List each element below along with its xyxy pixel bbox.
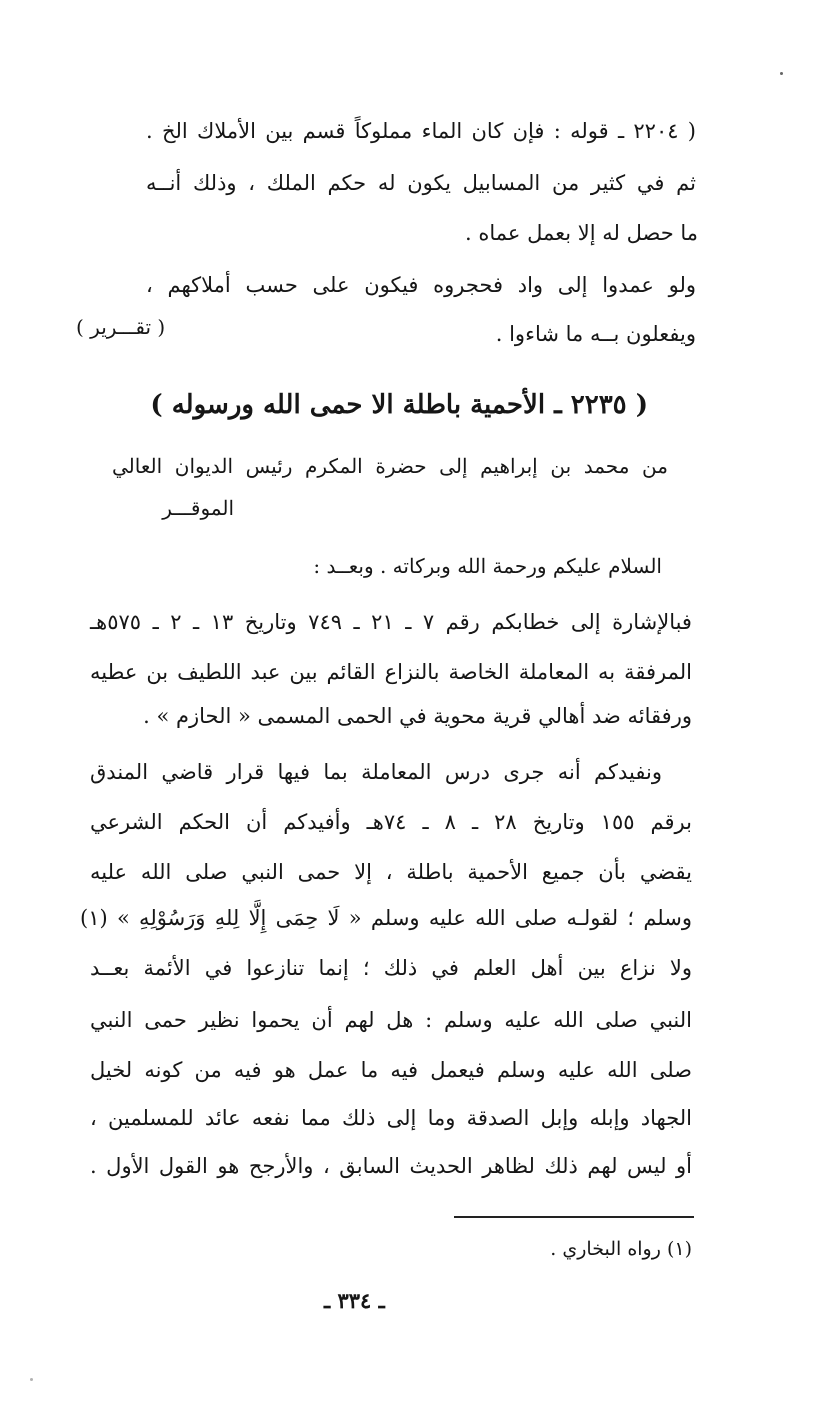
body-line-11: الجهاد وإبله وإبل الصدقة وما إلى ذلك مما نفعه عائد للمسلمين ،: [90, 1106, 692, 1130]
body-line-6: يقضي بأن جميع الأحمية باطلة ، إلا حمى النبي صلى الله عليه: [90, 860, 692, 884]
body-line-4: ونفيدكم أنه جرى درس المعاملة بما فيها قرار قاضي المندق: [90, 760, 662, 784]
body-line-2: المرفقة به المعاملة الخاصة بالنزاع القائم بين عبد اللطيف بن عطيه: [90, 660, 692, 684]
body-line-1: فبالإشارة إلى خطابكم رقم ٧ ـ ٢١ ـ ٧٤٩ وتاريخ ١٣ ـ ٢ ـ ٥٧٥هـ: [90, 610, 692, 634]
body-line-8: ولا نزاع بين أهل العلم في ذلك ؛ إنما تنازعوا في الأئمة بعــد: [90, 956, 692, 980]
quote-source: ( تقـــرير ): [76, 315, 166, 339]
body-line-5: برقم ١٥٥ وتاريخ ٢٨ ـ ٨ ـ ٧٤هـ وأفيدكم أن الحكم الشرعي: [90, 810, 692, 834]
address-line-2: الموقـــر: [162, 496, 234, 520]
quote-line-5: ويفعلون بــه ما شاءوا .: [495, 322, 696, 346]
page-number: ـ ٣٣٤ ـ: [324, 1288, 385, 1313]
quote-line-1: ( ٢٢٠٤ ـ قوله : فإن كان الماء مملوكاً قسم بين الأملاك الخ .: [146, 119, 696, 143]
quote-line-3: ما حصل له إلا بعمل عماه .: [464, 221, 698, 245]
footnote-divider: [454, 1216, 694, 1218]
address-line-1: من محمد بن إبراهيم إلى حضرة المكرم رئيس الديوان العالي: [112, 454, 668, 478]
body-line-10: صلى الله عليه وسلم فيعمل فيه ما عمل هو فيه من كونه لخيل: [90, 1058, 692, 1082]
body-line-9: النبي صلى الله عليه وسلم : هل لهم أن يحموا نظير حمى النبي: [90, 1008, 692, 1032]
body-line-12: أو ليس لهم ذلك لظاهر الحديث السابق ، والأرجح هو القول الأول .: [90, 1154, 692, 1178]
body-line-7: وسلم ؛ لقولـه صلى الله عليه وسلم « لَا حِمَى إِلَّا لِلهِ وَرَسُوْلِهِ » (١): [80, 906, 692, 930]
section-heading: ( ٢٢٣٥ ـ الأحمية باطلة الا حمى الله ورسوله ): [150, 390, 648, 420]
footnote: (١) رواه البخاري .: [550, 1238, 692, 1260]
quote-line-2: ثم في كثير من المسابيل يكون له حكم الملك ، وذلك أنــه: [146, 171, 696, 195]
body-line-3: ورفقائه ضد أهالي قرية محوية في الحمى المسمى « الحازم » .: [143, 704, 692, 728]
greeting: السلام عليكم ورحمة الله وبركاته . وبعــد :: [313, 554, 662, 578]
quote-line-4: ولو عمدوا إلى واد فحجروه فيكون على حسب أملاكهم ،: [146, 273, 696, 297]
scan-speck: [30, 1378, 33, 1381]
scan-speck: [780, 72, 783, 75]
